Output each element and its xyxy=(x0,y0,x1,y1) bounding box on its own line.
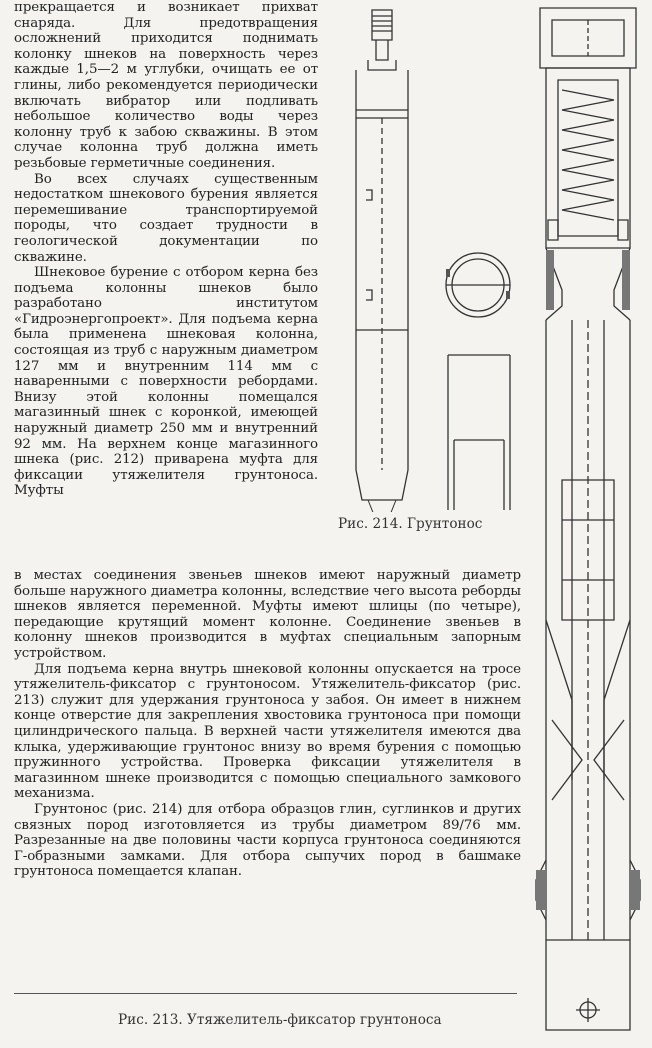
caption-figure-213: Рис. 213. Утяжелитель-фиксатор грунтоноса xyxy=(118,1012,442,1028)
figure-214-sampler xyxy=(338,0,528,512)
paragraph-5: Грунтонос (рис. 214) для отбора образцов глин, суглинков и других связных пород изготовляется из трубы диаметром 89/76 мм. Разрезанные на две половины части корпуса грунтоноса соединяются Г-образными замками. Для отбора сыпучих пород в башмаке грунтоноса помещается клапан. xyxy=(14,801,521,880)
paragraph-1: прекращается и возникает прихват снаряда. Для предотвращения осложнений приходится поднимать колонку шнеков на поверхность через каждые 1,5—2 м углубки, очищать ее от глины, либо рекомендуется периодически включать вибратор или подливать небольшое количество воды через колонну труб к забою скважины. В этом случае колонна труб должна иметь резьбовые герметичные соединения. xyxy=(14,0,318,171)
text-column-wide xyxy=(14,568,521,880)
paragraph-3-end: в местах соединения звеньев шнеков имеют наружный диаметр больше наружного диаметра колонны, вследствие чего высота реборды шнеков является переменной. Муфты имеют шлицы (по четыре), передающие крутящий момент колонне. Соединение звеньев в колонну шнеков производится в муфтах специальным запорным устройством. xyxy=(14,568,521,661)
paragraph-3-start: Шнековое бурение с отбором керна без подъема колонны шнеков было разработано институтом «Гидроэнергопроект». Для подъема керна была применена шнековая колонна, состоящая из труб с наружным диаметром 127 мм и внутренним 114 мм с наваренными с поверхности ребордами. Внизу этой колонны помещался магазинный шнек с коронкой, имеющей наружный диаметр 250 мм и внутренний 92 мм. На верхнем конце магазинного шнека (рис. 212) приварена муфта для фиксации утяжелителя грунтоноса. Муфты xyxy=(14,265,318,499)
figure-213-weight-lock xyxy=(532,0,644,1048)
paragraph-4: Для подъема керна внутрь шнековой колонны опускается на тросе утяжелитель-фиксатор с грунтоносом. Утяжелитель-фиксатор (рис. 213) служит для удержания грунтоноса у забоя. Он имеет в нижнем конце отверстие для закрепления хвостовика грунтоноса при помощи цилиндрического пальца. В верхней части утяжелителя имеются два клыка, удерживающие грунтонос внизу во время бурения с помощью пружинного устройства. Проверка фиксации утяжелителя в магазинном шнеке производится с помощью специального замкового механизма. xyxy=(14,661,521,802)
caption-divider xyxy=(14,993,517,994)
caption-figure-214: Рис. 214. Грунтонос xyxy=(338,516,483,532)
text-column-narrow xyxy=(14,0,318,499)
paragraph-2: Во всех случаях существенным недостатком шнекового бурения является перемешивание транспортируемой породы, что создает трудности в геологической документации по скважине. xyxy=(14,171,318,265)
